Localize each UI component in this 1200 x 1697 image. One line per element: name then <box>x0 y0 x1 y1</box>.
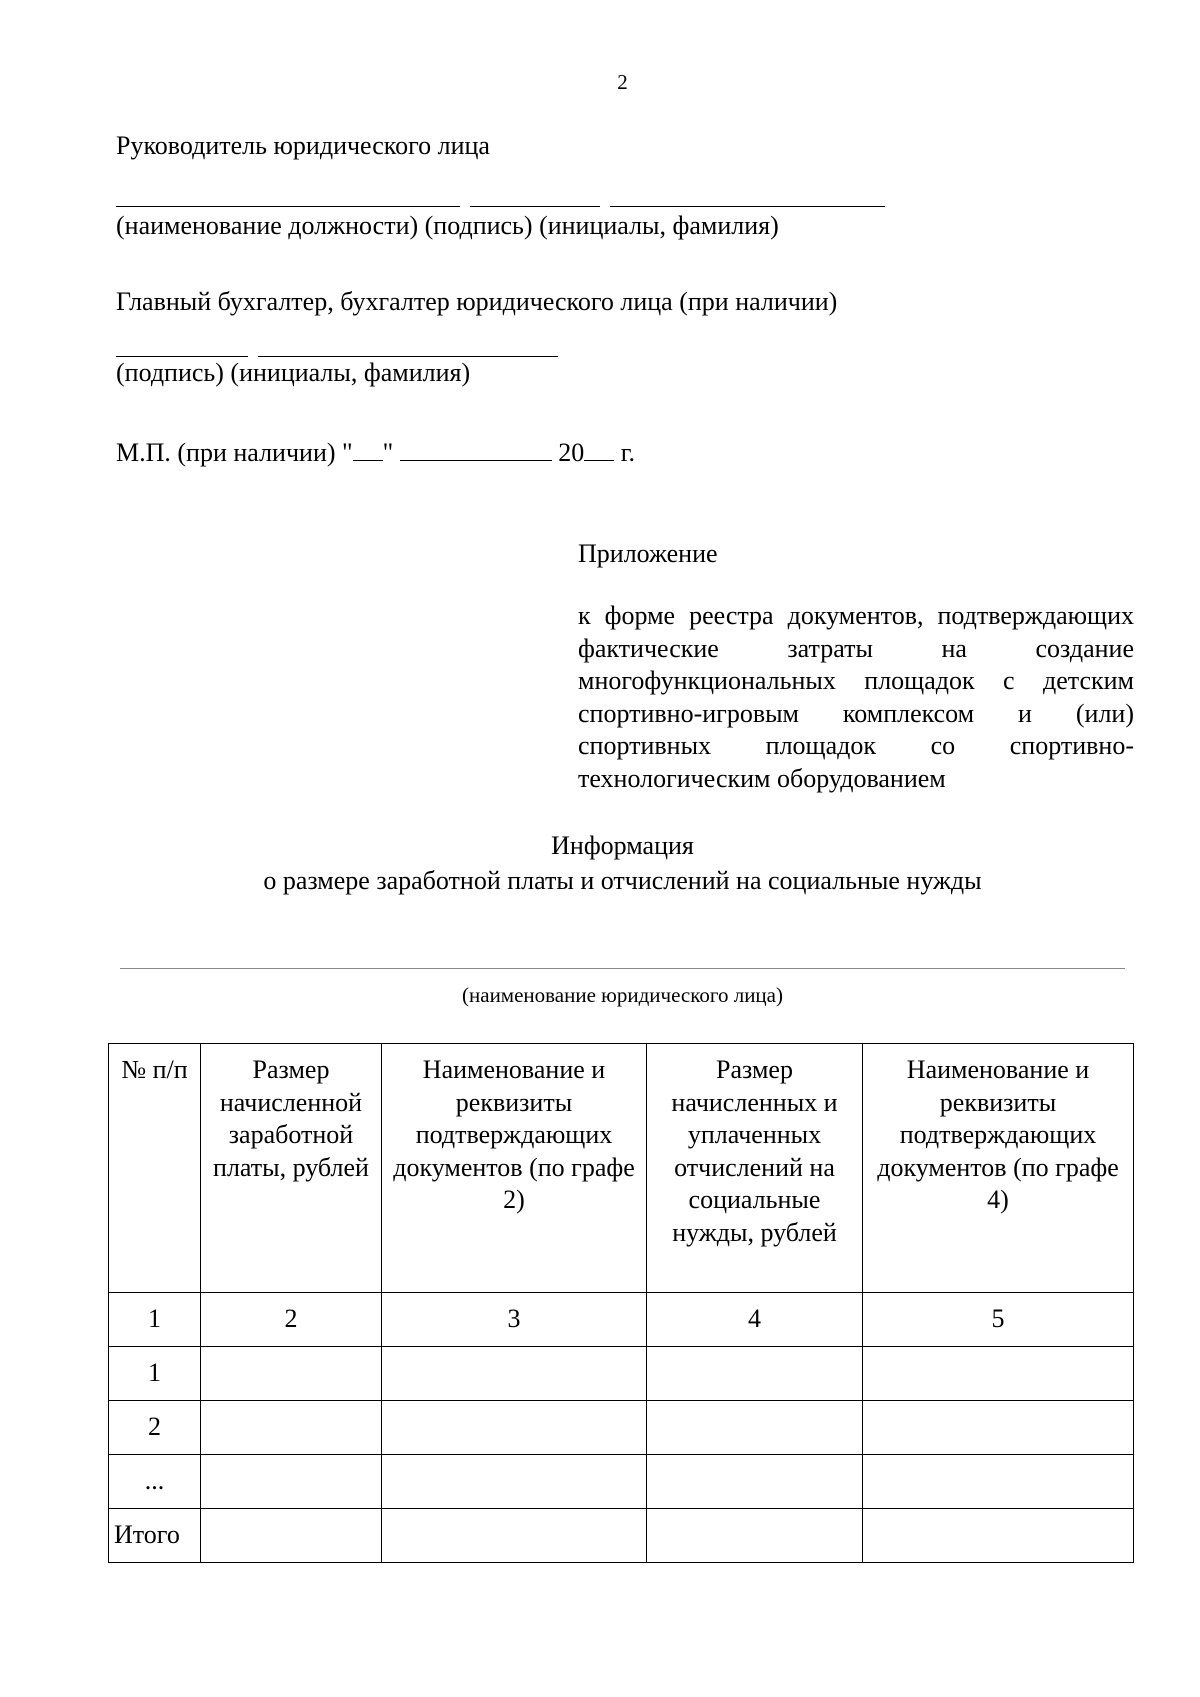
table-cell <box>201 1401 382 1455</box>
table-cell <box>647 1455 863 1509</box>
header-salary: Размер начисленной заработной платы, рублей <box>201 1044 382 1293</box>
table-cell <box>382 1509 647 1563</box>
table-cell <box>647 1509 863 1563</box>
header-number: № п/п <box>109 1044 201 1293</box>
column-number: 2 <box>201 1293 382 1347</box>
quote-close: " <box>382 438 394 467</box>
row-number: 2 <box>109 1401 201 1455</box>
signature-blank <box>470 182 600 207</box>
table-cell <box>863 1401 1134 1455</box>
org-caption: (наименование юридического лица) <box>462 983 783 1007</box>
head-caption: (наименование должности) (подпись) (инициалы, фамилия) <box>116 211 779 240</box>
header-salary-docs: Наименование и реквизиты подтверждающих документов (по графе 2) <box>382 1044 647 1293</box>
table-cell <box>201 1509 382 1563</box>
year-blank <box>584 438 614 461</box>
total-label: Итого <box>109 1509 201 1563</box>
table-cell <box>382 1401 647 1455</box>
stamp-label: М.П. (при наличии) " <box>116 438 353 467</box>
table-cell <box>863 1455 1134 1509</box>
header-contributions: Размер начисленных и уплаченных отчислений на социальные нужды, рублей <box>647 1044 863 1293</box>
header-row <box>109 1044 1134 1293</box>
column-number: 5 <box>863 1293 1134 1347</box>
year-prefix: 20 <box>558 438 585 467</box>
accountant-caption: (подпись) (инициалы, фамилия) <box>116 358 471 387</box>
column-number: 3 <box>382 1293 647 1347</box>
annex-description: к форме реестра документов, подтверждающих фактические затраты на создание многофункциональных площадок с детским спортивно-игровым комплексом и (или) спортивных площадок со спортивно-технологическим оборудованием <box>578 601 1134 793</box>
row-number: 1 <box>109 1347 201 1401</box>
accountant-name-blank <box>258 332 558 357</box>
org-name-line <box>120 968 1125 969</box>
position-blank <box>116 182 460 207</box>
page-number: 2 <box>617 70 628 94</box>
table-cell <box>201 1455 382 1509</box>
total-row <box>109 1509 1134 1563</box>
accountant-title: Главный бухгалтер, бухгалтер юридического лица (при наличии) <box>116 287 838 316</box>
column-number: 4 <box>647 1293 863 1347</box>
table-cell <box>382 1455 647 1509</box>
column-number-row <box>109 1293 1134 1347</box>
document-title: Информация <box>551 831 694 860</box>
head-signature-lines <box>116 182 885 212</box>
header-contributions-docs: Наименование и реквизиты подтверждающих документов (по графе 4) <box>863 1044 1134 1293</box>
table-cell <box>201 1347 382 1401</box>
accountant-signature-blank <box>116 332 248 357</box>
table-row <box>109 1347 1134 1401</box>
head-title: Руководитель юридического лица <box>116 131 490 160</box>
table-cell <box>863 1347 1134 1401</box>
table-cell <box>647 1401 863 1455</box>
document-subtitle: о размере заработной платы и отчислений на социальные нужды <box>263 866 982 895</box>
year-suffix: г. <box>620 438 635 467</box>
annex-title: Приложение <box>578 539 718 568</box>
table-row <box>109 1455 1134 1509</box>
table-cell <box>647 1347 863 1401</box>
table-cell <box>382 1347 647 1401</box>
row-number: ... <box>109 1455 201 1509</box>
column-number: 1 <box>109 1293 201 1347</box>
salary-table <box>108 1043 1134 1563</box>
stamp-date-line <box>116 437 635 469</box>
name-blank <box>610 182 885 207</box>
day-blank <box>353 438 383 461</box>
table-cell <box>863 1509 1134 1563</box>
table-row <box>109 1401 1134 1455</box>
month-blank <box>400 438 552 461</box>
